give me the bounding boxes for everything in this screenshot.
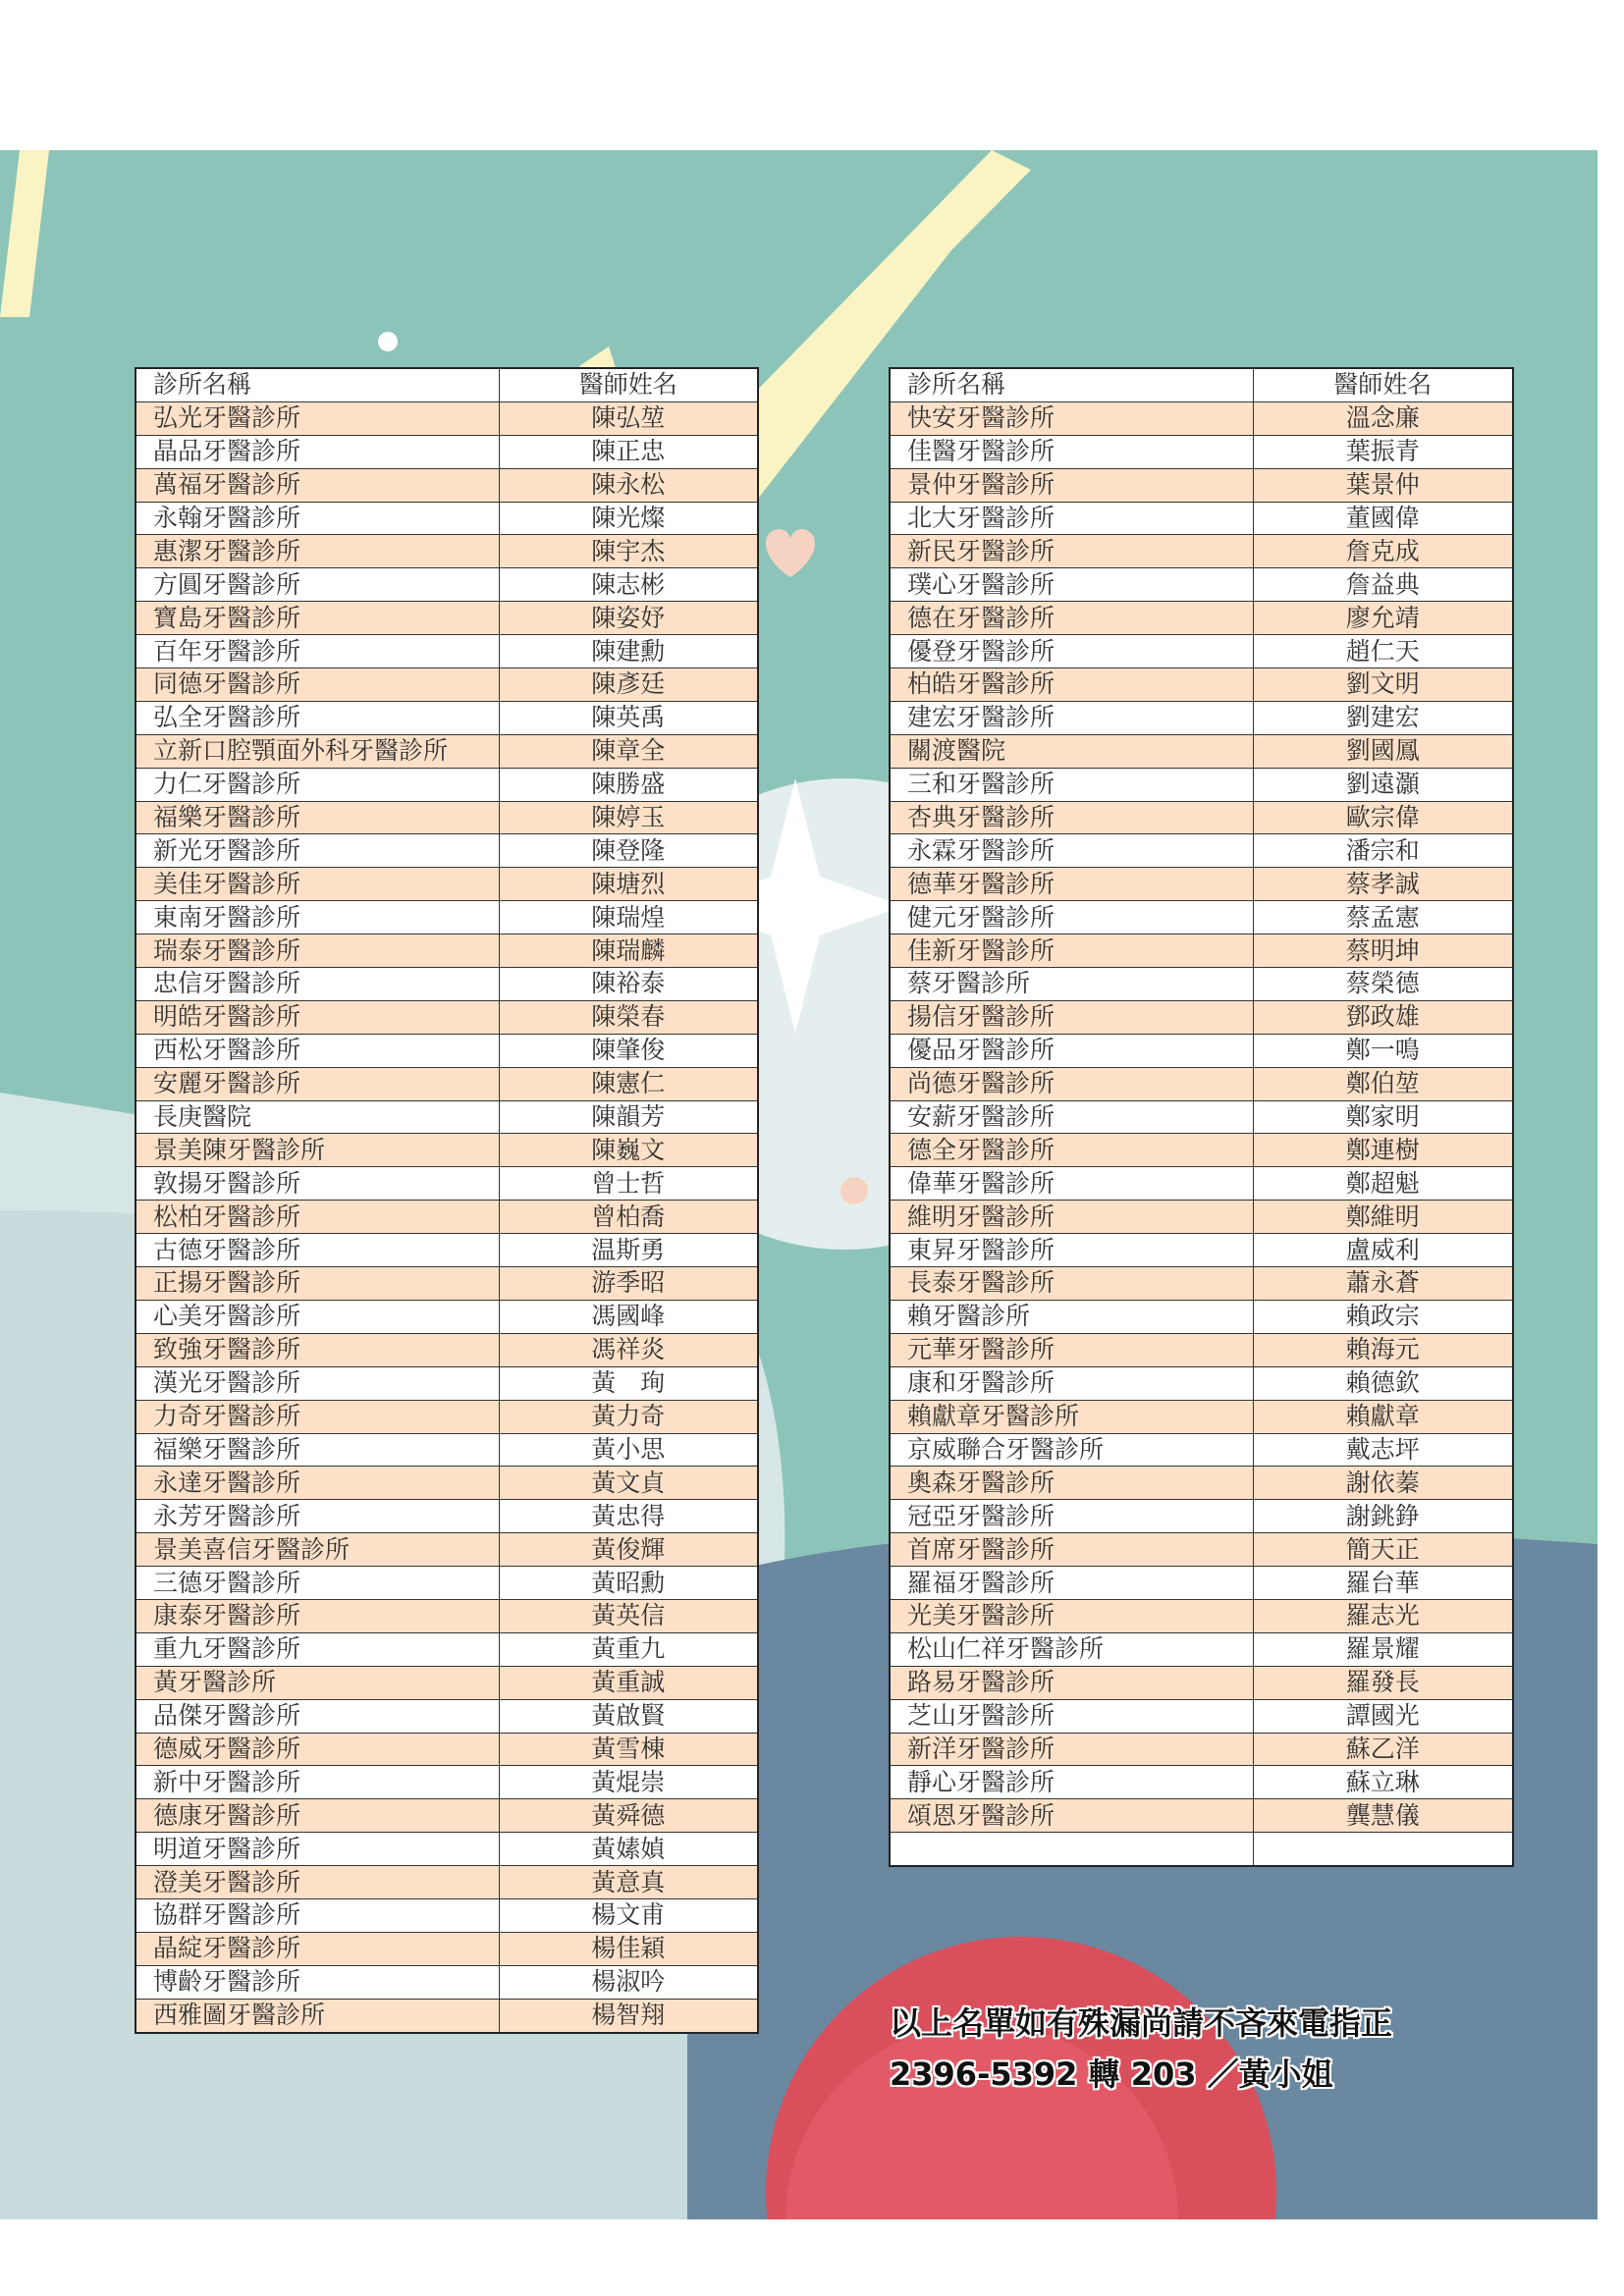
doctor-name-cell: 詹益典 [1253,568,1513,602]
clinic-name-cell: 松柏牙醫診所 [135,1201,499,1234]
table-row [890,1467,1513,1500]
clinic-name-cell: 京威聯合牙醫診所 [890,1433,1253,1467]
table-row [135,1234,758,1267]
table-row [890,834,1513,868]
doctor-name-cell: 鄭伯堃 [1253,1067,1513,1100]
doctor-name-cell: 劉建宏 [1253,701,1513,734]
clinic-name-cell: 澄美牙醫診所 [135,1866,499,1899]
doctor-name-cell: 龔慧儀 [1253,1799,1513,1833]
clinic-name-cell: 惠潔牙醫診所 [135,535,499,568]
doctor-name-cell: 陳英禹 [499,701,758,734]
table-row [135,1666,758,1699]
doctor-name-cell: 陳肇俊 [499,1034,758,1067]
table-row [135,1833,758,1866]
clinic-name-cell: 東南牙醫診所 [135,901,499,934]
clinic-name-cell: 方圓牙醫診所 [135,568,499,602]
doctor-name-cell: 楊淑吟 [499,1965,758,1999]
table-row [135,1467,758,1500]
doctor-name-cell: 黃俊輝 [499,1533,758,1567]
doctor-name-cell: 盧威利 [1253,1234,1513,1267]
clinic-name-cell: 福樂牙醫診所 [135,801,499,834]
doctor-name-cell: 曾柏喬 [499,1201,758,1234]
clinic-name-cell: 康和牙醫診所 [890,1366,1253,1400]
doctor-name-cell: 黃舜德 [499,1799,758,1833]
table-row [890,801,1513,834]
table-row [890,1167,1513,1201]
table-row [890,934,1513,968]
doctor-name-cell: 黃焜崇 [499,1766,758,1799]
clinic-name-header: 診所名稱 [135,368,499,401]
table-row [890,1699,1513,1733]
table-row [135,1932,758,1965]
table-row [135,468,758,502]
doctor-name-cell: 陳勝盛 [499,768,758,801]
table-row [890,1100,1513,1134]
doctor-name-cell: 賴獻章 [1253,1400,1513,1433]
clinic-name-cell: 敦揚牙醫診所 [135,1167,499,1201]
left-clinic-table [135,367,759,2034]
clinic-name-cell: 明皓牙醫診所 [135,1000,499,1034]
doctor-name-cell: 陳弘堃 [499,401,758,435]
clinic-name-cell: 北大牙醫診所 [890,502,1253,535]
table-row [135,1766,758,1799]
clinic-name-cell: 黃牙醫診所 [135,1666,499,1699]
clinic-name-cell: 漢光牙醫診所 [135,1366,499,1400]
table-row [135,502,758,535]
table-row [135,934,758,968]
clinic-name-cell: 長泰牙醫診所 [890,1267,1253,1301]
table-row [890,1333,1513,1366]
doctor-name-cell: 黃雪棟 [499,1733,758,1766]
doctor-name-cell: 葉景仲 [1253,468,1513,502]
table-row [135,568,758,602]
clinic-name-cell: 博齡牙醫診所 [135,1965,499,1999]
table-row [890,468,1513,502]
clinic-name-cell: 西雅圖牙醫診所 [135,1999,499,2032]
doctor-name-cell: 温斯勇 [499,1234,758,1267]
clinic-name-cell: 景美陳牙醫診所 [135,1134,499,1167]
doctor-name-cell: 黃重誠 [499,1666,758,1699]
table-row [135,1567,758,1600]
clinic-name-cell [890,1833,1253,1866]
clinic-name-cell: 三德牙醫診所 [135,1567,499,1600]
doctor-name-cell: 蔡孟憲 [1253,901,1513,934]
table-row [135,1000,758,1034]
clinic-name-cell: 弘光牙醫診所 [135,401,499,435]
clinic-name-cell: 立新口腔顎面外科牙醫診所 [135,734,499,768]
clinic-name-cell: 光美牙醫診所 [890,1599,1253,1632]
clinic-name-cell: 古德牙醫診所 [135,1234,499,1267]
doctor-name-cell: 鄭家明 [1253,1100,1513,1134]
clinic-name-cell: 新光牙醫診所 [135,834,499,868]
clinic-name-cell: 美佳牙醫診所 [135,868,499,901]
clinic-name-cell: 萬福牙醫診所 [135,468,499,502]
table-header-row [135,368,758,401]
doctor-name-cell: 陳建勳 [499,635,758,668]
clinic-name-cell: 優品牙醫診所 [890,1034,1253,1067]
doctor-name-cell: 陳憲仁 [499,1067,758,1100]
table-row [135,535,758,568]
table-row [890,1000,1513,1034]
clinic-name-cell: 健元牙醫診所 [890,901,1253,934]
clinic-name-cell: 百年牙醫診所 [135,635,499,668]
doctor-name-cell: 黃忠得 [499,1500,758,1533]
doctor-name-cell: 鄭一鳴 [1253,1034,1513,1067]
table-row [135,1333,758,1366]
clinic-name-cell: 璞心牙醫診所 [890,568,1253,602]
doctor-name-cell: 劉文明 [1253,668,1513,702]
table-row [135,1965,758,1999]
doctor-name-cell: 陳瑞煌 [499,901,758,934]
table-row [890,1201,1513,1234]
doctor-name-cell: 曾士哲 [499,1167,758,1201]
doctor-name-cell: 陳裕泰 [499,968,758,1001]
clinic-name-cell: 賴獻章牙醫診所 [890,1400,1253,1433]
doctor-name-cell: 陳姿妤 [499,602,758,635]
doctor-name-cell: 陳瑞麟 [499,934,758,968]
clinic-name-cell: 永霖牙醫診所 [890,834,1253,868]
doctor-name-cell: 鄧政雄 [1253,1000,1513,1034]
correction-note: 以上名單如有殊漏尚請不吝來電指正 [890,2004,1393,2042]
doctor-name-cell: 賴德欽 [1253,1366,1513,1400]
table-row [890,1267,1513,1301]
doctor-name-cell: 黃嫊媜 [499,1833,758,1866]
clinic-name-cell: 新洋牙醫診所 [890,1733,1253,1766]
doctor-name-cell: 黃小思 [499,1433,758,1467]
table-row [135,1533,758,1567]
table-row [890,1833,1513,1866]
table-row [890,435,1513,468]
clinic-name-cell: 元華牙醫診所 [890,1333,1253,1366]
doctor-name-cell: 劉遠灝 [1253,768,1513,801]
table-row [890,568,1513,602]
doctor-name-cell: 陳塘烈 [499,868,758,901]
doctor-name-cell: 馮祥炎 [499,1333,758,1366]
doctor-name-cell: 廖允靖 [1253,602,1513,635]
doctor-name-cell: 詹克成 [1253,535,1513,568]
clinic-name-cell: 建宏牙醫診所 [890,701,1253,734]
doctor-name-cell: 鄭超魁 [1253,1167,1513,1201]
doctor-name-cell: 簡天正 [1253,1533,1513,1567]
table-row [890,868,1513,901]
doctor-name-cell [1253,1833,1513,1866]
table-row [890,1234,1513,1267]
clinic-name-cell: 景美喜信牙醫診所 [135,1533,499,1567]
doctor-name-cell: 陳彥廷 [499,668,758,702]
table-row [135,1799,758,1833]
clinic-name-cell: 瑞泰牙醫診所 [135,934,499,968]
clinic-name-cell: 杏典牙醫診所 [890,801,1253,834]
table-row [890,768,1513,801]
table-row [890,502,1513,535]
clinic-name-cell: 新中牙醫診所 [135,1766,499,1799]
table-row [135,1100,758,1134]
clinic-name-cell: 首席牙醫診所 [890,1533,1253,1567]
table-row [890,1300,1513,1333]
table-row [135,1300,758,1333]
doctor-name-cell: 鄭維明 [1253,1201,1513,1234]
clinic-name-cell: 冠亞牙醫診所 [890,1500,1253,1533]
doctor-name-cell: 溫念廉 [1253,401,1513,435]
clinic-name-cell: 奧森牙醫診所 [890,1467,1253,1500]
table-row [890,1366,1513,1400]
doctor-name-cell: 陳韻芳 [499,1100,758,1134]
doctor-name-cell: 潘宗和 [1253,834,1513,868]
clinic-name-cell: 頌恩牙醫診所 [890,1799,1253,1833]
doctor-name-cell: 楊佳穎 [499,1932,758,1965]
table-row [135,1167,758,1201]
doctor-name-cell: 陳宇杰 [499,535,758,568]
table-row [890,535,1513,568]
table-row [135,635,758,668]
clinic-name-cell: 康泰牙醫診所 [135,1599,499,1632]
clinic-name-cell: 同德牙醫診所 [135,668,499,702]
table-row [890,1632,1513,1666]
clinic-name-cell: 致強牙醫診所 [135,1333,499,1366]
table-row [890,1766,1513,1799]
doctor-name-cell: 陳光燦 [499,502,758,535]
clinic-name-cell: 晶品牙醫診所 [135,435,499,468]
table-row [135,668,758,702]
clinic-name-cell: 永芳牙醫診所 [135,1500,499,1533]
doctor-name-cell: 陳婷玉 [499,801,758,834]
doctor-name-cell: 賴政宗 [1253,1300,1513,1333]
doctor-name-cell: 馮國峰 [499,1300,758,1333]
clinic-name-cell: 偉華牙醫診所 [890,1167,1253,1201]
doctor-name-cell: 葉振青 [1253,435,1513,468]
doctor-name-cell: 蕭永蒼 [1253,1267,1513,1301]
doctor-name-cell: 陳正忠 [499,435,758,468]
clinic-name-cell: 品傑牙醫診所 [135,1699,499,1733]
table-row [890,968,1513,1001]
doctor-name-cell: 黃意真 [499,1866,758,1899]
doctor-name-cell: 游季昭 [499,1267,758,1301]
table-row [135,901,758,934]
clinic-name-cell: 柏皓牙醫診所 [890,668,1253,702]
doctor-name-cell: 羅志光 [1253,1599,1513,1632]
doctor-name-cell: 陳永松 [499,468,758,502]
table-row [135,1201,758,1234]
table-header-row [890,368,1513,401]
clinic-name-cell: 永達牙醫診所 [135,1467,499,1500]
clinic-name-cell: 德在牙醫診所 [890,602,1253,635]
clinic-name-cell: 西松牙醫診所 [135,1034,499,1067]
table-row [890,701,1513,734]
clinic-name-cell: 德威牙醫診所 [135,1733,499,1766]
doctor-name-cell: 羅景耀 [1253,1632,1513,1666]
doctor-name-cell: 蔡孝誠 [1253,868,1513,901]
clinic-name-cell: 景仲牙醫診所 [890,468,1253,502]
clinic-name-cell: 尚德牙醫診所 [890,1067,1253,1100]
table-row [135,1366,758,1400]
doctor-name-cell: 蔡明坤 [1253,934,1513,968]
clinic-name-cell: 福樂牙醫診所 [135,1433,499,1467]
table-row [135,834,758,868]
clinic-name-cell: 佳新牙醫診所 [890,934,1253,968]
clinic-name-cell: 晶綻牙醫診所 [135,1932,499,1965]
clinic-name-cell: 德華牙醫診所 [890,868,1253,901]
doctor-name-cell: 蘇立琳 [1253,1766,1513,1799]
table-row [135,1999,758,2032]
table-row [890,1034,1513,1067]
doctor-name-cell: 黃文貞 [499,1467,758,1500]
table-row [890,901,1513,934]
clinic-name-cell: 三和牙醫診所 [890,768,1253,801]
table-row [135,1500,758,1533]
clinic-name-cell: 力奇牙醫診所 [135,1400,499,1433]
doctor-name-cell: 楊智翔 [499,1999,758,2032]
clinic-name-header: 診所名稱 [890,368,1253,401]
doctor-name-cell: 黃重九 [499,1632,758,1666]
clinic-name-cell: 永翰牙醫診所 [135,502,499,535]
doctor-name-cell: 陳章全 [499,734,758,768]
table-row [890,1666,1513,1699]
clinic-name-cell: 路易牙醫診所 [890,1666,1253,1699]
right-clinic-table [889,367,1514,1867]
clinic-name-cell: 東昇牙醫診所 [890,1234,1253,1267]
table-row [135,1433,758,1467]
clinic-name-cell: 長庚醫院 [135,1100,499,1134]
table-row [135,868,758,901]
clinic-name-cell: 安麗牙醫診所 [135,1067,499,1100]
doctor-name-cell: 董國偉 [1253,502,1513,535]
table-row [890,635,1513,668]
doctor-name-cell: 楊文甫 [499,1898,758,1932]
table-row [135,1898,758,1932]
clinic-name-cell: 明道牙醫診所 [135,1833,499,1866]
left-table-body [135,368,758,2033]
doctor-name-header: 醫師姓名 [499,368,758,401]
clinic-name-cell: 芝山牙醫診所 [890,1699,1253,1733]
clinic-name-cell: 弘全牙醫診所 [135,701,499,734]
doctor-name-cell: 鄭連樹 [1253,1134,1513,1167]
table-row [890,734,1513,768]
doctor-name-cell: 陳巍文 [499,1134,758,1167]
table-row [135,1632,758,1666]
table-row [135,1134,758,1167]
clinic-name-cell: 寶島牙醫診所 [135,602,499,635]
table-row [135,968,758,1001]
table-row [890,1500,1513,1533]
clinic-name-cell: 優登牙醫診所 [890,635,1253,668]
doctor-name-cell: 蘇乙洋 [1253,1733,1513,1766]
clinic-name-cell: 正揚牙醫診所 [135,1267,499,1301]
table-row [890,602,1513,635]
right-table-body [890,368,1513,1866]
doctor-name-cell: 黃啟賢 [499,1699,758,1733]
clinic-name-cell: 德全牙醫診所 [890,1134,1253,1167]
table-row [135,1067,758,1100]
table-row [135,1599,758,1632]
clinic-name-cell: 靜心牙醫診所 [890,1766,1253,1799]
table-row [890,668,1513,702]
doctor-name-cell: 陳志彬 [499,568,758,602]
doctor-name-cell: 謝銚錚 [1253,1500,1513,1533]
doctor-name-header: 醫師姓名 [1253,368,1513,401]
clinic-name-cell: 蔡牙醫診所 [890,968,1253,1001]
table-row [890,1799,1513,1833]
table-row [890,1733,1513,1766]
doctor-name-cell: 賴海元 [1253,1333,1513,1366]
doctor-name-cell: 黃 珣 [499,1366,758,1400]
clinic-name-cell: 羅福牙醫診所 [890,1567,1253,1600]
clinic-name-cell: 揚信牙醫診所 [890,1000,1253,1034]
contact-phone: 2396-5392 轉 203 ／黃小姐 [890,2056,1333,2093]
table-row [135,734,758,768]
table-row [890,1134,1513,1167]
clinic-name-cell: 德康牙醫診所 [135,1799,499,1833]
clinic-name-cell: 佳醫牙醫診所 [890,435,1253,468]
table-row [135,701,758,734]
doctor-name-cell: 黃英信 [499,1599,758,1632]
table-row [890,1067,1513,1100]
doctor-name-cell: 蔡榮德 [1253,968,1513,1001]
clinic-name-cell: 關渡醫院 [890,734,1253,768]
doctor-name-cell: 黃力奇 [499,1400,758,1433]
clinic-name-cell: 力仁牙醫診所 [135,768,499,801]
table-row [135,801,758,834]
table-row [890,1400,1513,1433]
clinic-name-cell: 安薪牙醫診所 [890,1100,1253,1134]
table-row [135,1267,758,1301]
clinic-name-cell: 忠信牙醫診所 [135,968,499,1001]
table-row [135,602,758,635]
doctor-name-cell: 黃昭勳 [499,1567,758,1600]
clinic-name-cell: 重九牙醫診所 [135,1632,499,1666]
clinic-name-cell: 松山仁祥牙醫診所 [890,1632,1253,1666]
table-row [890,1433,1513,1467]
table-row [890,401,1513,435]
doctor-name-cell: 羅發長 [1253,1666,1513,1699]
doctor-name-cell: 劉國鳳 [1253,734,1513,768]
doctor-name-cell: 陳榮春 [499,1000,758,1034]
table-row [135,1733,758,1766]
clinic-name-cell: 心美牙醫診所 [135,1300,499,1333]
table-row [890,1567,1513,1600]
clinic-name-cell: 維明牙醫診所 [890,1201,1253,1234]
table-row [890,1599,1513,1632]
table-row [135,401,758,435]
doctor-name-cell: 趙仁天 [1253,635,1513,668]
doctor-name-cell: 謝依蓁 [1253,1467,1513,1500]
table-row [890,1533,1513,1567]
table-row [135,768,758,801]
doctor-name-cell: 戴志坪 [1253,1433,1513,1467]
table-row [135,1400,758,1433]
clinic-name-cell: 協群牙醫診所 [135,1898,499,1932]
clinic-name-cell: 賴牙醫診所 [890,1300,1253,1333]
table-row [135,435,758,468]
doctor-name-cell: 歐宗偉 [1253,801,1513,834]
clinic-name-cell: 新民牙醫診所 [890,535,1253,568]
table-row [135,1699,758,1733]
table-row [135,1866,758,1899]
table-row [135,1034,758,1067]
doctor-name-cell: 譚國光 [1253,1699,1513,1733]
doctor-name-cell: 羅台華 [1253,1567,1513,1600]
clinic-name-cell: 快安牙醫診所 [890,401,1253,435]
doctor-name-cell: 陳登隆 [499,834,758,868]
